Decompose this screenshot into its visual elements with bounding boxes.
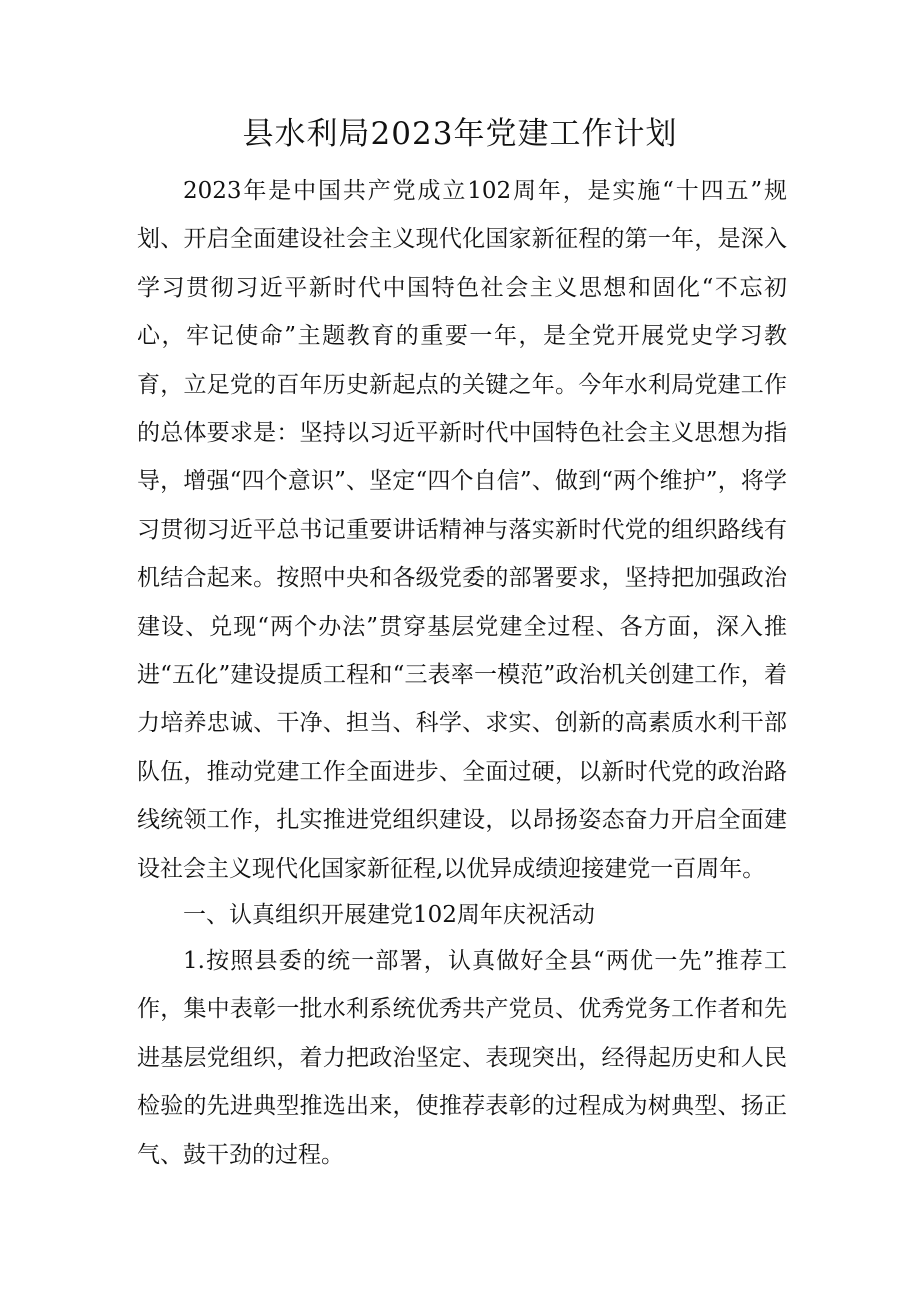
section-heading: 一、认真组织开展建党102周年庆祝活动	[183, 902, 595, 928]
list-item-1: 1.按照县委的统一部署，认真做好全县“两优一先”推荐工作，集中表彰一批水利系统优秀共产党员、优秀党务工作者和先进基层党组织，着力把政治坚定、表现突出，经得起历史和人民检验的先进典型推选出来，使推荐表彰的过程成为树典型、扬正气、鼓干劲的过程。	[137, 948, 787, 1168]
document-title: 县水利局2023年党建工作计划	[242, 116, 678, 152]
intro-paragraph: 2023年是中国共产党成立102周年，是实施“十四五”规划、开启全面建设社会主义现代化国家新征程的第一年，是深入学习贯彻习近平新时代中国特色社会主义思想和固化“不忘初心，牢记使命”主题教育的重要一年，是全党开展党史学习教育，立足党的百年历史新起点的关键之年。今年水利局党建工作的总体要求是：坚持以习近平新时代中国特色社会主义思想为指导，增强“四个意识”、坚定“四个自信”、做到“两个维护”，将学习贯彻习近平总书记重要讲话精神与落实新时代党的组织路线有机结合起来。按照中央和各级党委的部署要求，坚持把加强政治建设、兑现“两个办法”贯穿基层党建全过程、各方面，深入推进“五化”建设提质工程和“三表率一模范”政治机关创建工作，着力培养忠诚、干净、担当、科学、求实、创新的高素质水利干部队伍，推动党建工作全面进步、全面过硬，以新时代党的政治路线统领工作，扎实推进党组织建设，以昂扬姿态奋力开启全面建设社会主义现代化国家新征程,以优异成绩迎接建党一百周年。	[137, 178, 787, 882]
